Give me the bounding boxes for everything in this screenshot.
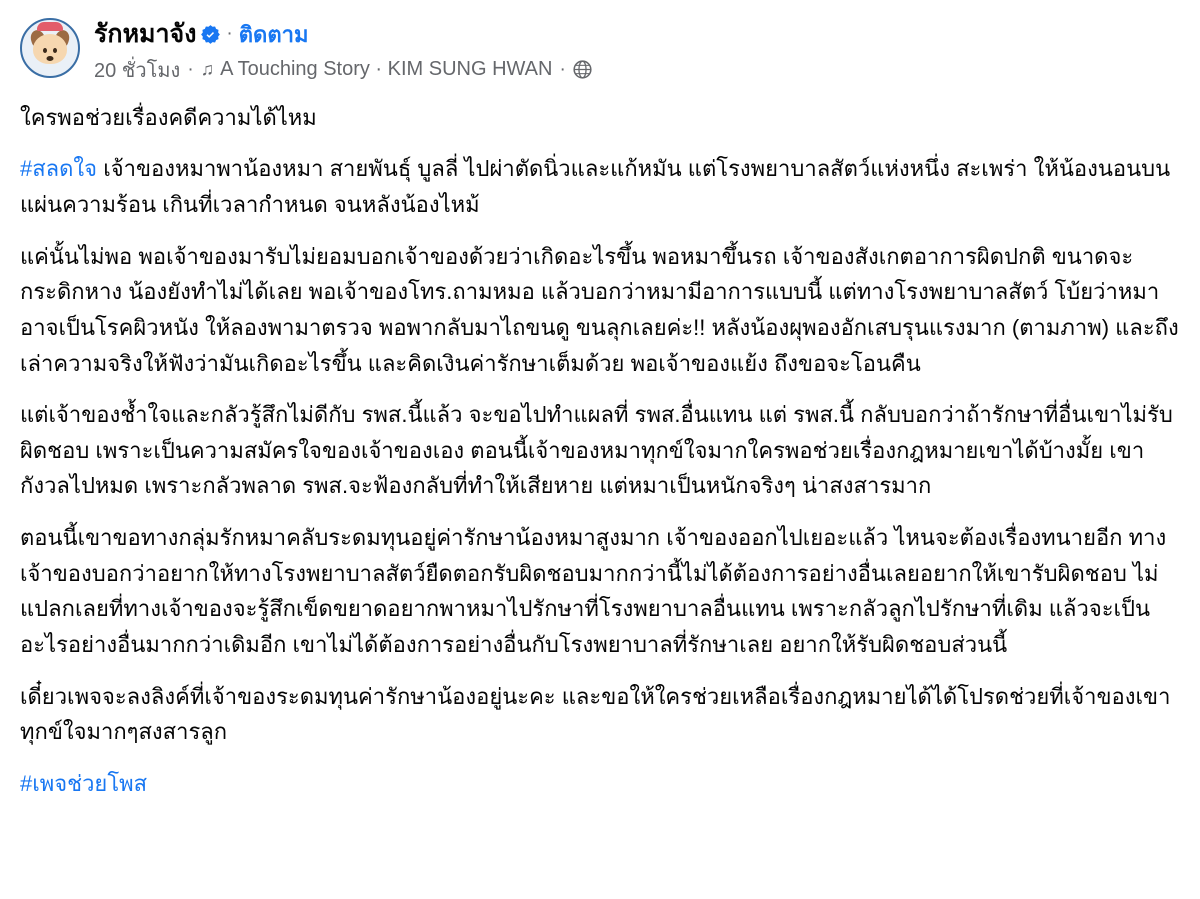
meta-separator: · (187, 58, 194, 80)
meta-separator: · (559, 58, 566, 80)
post-song-attribution[interactable]: A Touching Story · KIM SUNG HWAN (220, 58, 553, 81)
post-header-text (94, 18, 592, 86)
post-timestamp[interactable]: 20 ชั่วโมง (94, 59, 181, 82)
hashtag-pagechuaypost[interactable]: #เพจช่วยโพส (20, 770, 148, 796)
page-name[interactable]: รักหมาจัง (94, 20, 197, 48)
post-paragraph-1 (20, 151, 1180, 222)
post-content (20, 100, 1180, 802)
globe-icon[interactable] (573, 60, 592, 79)
music-note-icon: ♫ (200, 59, 215, 80)
avatar-decoration (47, 56, 54, 61)
post-meta (94, 54, 592, 86)
post-paragraph-2: แค่นั้นไม่พอ พอเจ้าของมารับไม่ยอมบอกเจ้าของด้วยว่าเกิดอะไรขึ้น พอหมาขึ้นรถ เจ้าของสังเกตอาการผิดปกติ ขนาดจะกระดิกหาง น้องยังทำไม่ได้เลย พอเจ้าของโทร.ถามหมอ แล้วบอกว่าหมามีอาการแบบนี้ แต่ทางโรงพยาบาลสัตว์ โบ้ยว่าหมาอาจเป็นโรคผิวหนัง ให้ลองพามาตรวจ พอพากลับมาไถขนดู ขนลุกเลยค่ะ!! หลังน้องผุพองอักเสบรุนแรงมาก (ตามภาพ) และถึงเล่าความจริงให้ฟังว่ามันเกิดอะไรขึ้น และคิดเงินค่ารักษาเต็มด้วย พอเจ้าของแย้ง ถึงขอจะโอนคืน (20, 243, 1179, 376)
post-header (20, 14, 1180, 92)
avatar-decoration (53, 48, 57, 53)
avatar-decoration (43, 48, 47, 53)
author-separator: · (226, 23, 233, 45)
post-paragraph-4: ตอนนี้เขาขอทางกลุ่มรักหมาคลับระดมทุนอยู่ค่ารักษาน้องหมาสูงมาก เจ้าของออกไปเยอะแล้ว ไหนจะต้องเรื่องทนายอีก ทางเจ้าของบอกว่าอยากให้ทางโรงพยาบาลสัตว์ยืดตอกรับผิดชอบมากกว่านี้ไม่ได้ต้องการอย่างอื่นเลยอยากให้เขารับผิดชอบ ไม่แปลกเลยที่ทางเจ้าของจะรู้สึกเข็ดขยาดอยากพาหมาไปรักษาที่โรงพยาบาลอื่นแทน เพราะกลัวลูกไปรักษาที่เดิม แล้วจะเป็นอะไรอย่างอื่นมากกว่าเดิมอีก เขาไม่ได้ต้องการอย่างอื่นกับโรงพยาบาลที่รักษาเลย อยากให้รับผิดชอบส่วนนี้ (20, 525, 1167, 657)
follow-link[interactable]: ติดตาม (238, 21, 309, 47)
avatar[interactable] (20, 18, 80, 78)
author-row (94, 20, 592, 49)
post-paragraph-5: เดี๋ยวเพจจะลงลิงค์ที่เจ้าของระดมทุนค่ารักษาน้องอยู่นะคะ และขอให้ใครช่วยเหลือเรื่องกฎหมายได้ได้โปรดช่วยที่เจ้าของเขาทุกข์ใจมากๆสงสารลูก (20, 683, 1171, 745)
post-paragraph-1-text: เจ้าของหมาพาน้องหมา สายพันธุ์ บูลลี่ ไปผ่าตัดนิ่วและแก้หมัน แต่โรงพยาบาลสัตว์แห่งหนึ่ง สะเพร่า ให้น้องนอนบนแผ่นความร้อน เกินที่เวลากำหนด จนหลังน้องไหม้ (20, 156, 1171, 217)
hashtag-sloduchai[interactable]: #สลดใจ (20, 156, 98, 182)
verified-badge-icon (201, 25, 220, 44)
post-paragraph-intro: ใครพอช่วยเรื่องคดีความได้ไหม (20, 104, 317, 130)
avatar-decoration (37, 22, 63, 31)
post-paragraph-3: แต่เจ้าของช้ำใจและกลัวรู้สึกไม่ดีกับ รพส.นี้แล้ว จะขอไปทำแผลที่ รพส.อื่นแทน แต่ รพส.นี้ กลับบอกว่าถ้ารักษาที่อื่นเขาไม่รับผิดชอบ เพราะเป็นความสมัครใจของเจ้าของเอง ตอนนี้เจ้าของหมาทุกข์ใจมากใครพอช่วยเรื่องกฎหมายเขาได้บ้างมั้ย เขากังวลไปหมด เพราะกลัวพลาด รพส.จะฟ้องกลับที่ทำให้เสียหาย แต่หมาเป็นหนักจริงๆ น่าสงสารมาก (20, 402, 1173, 499)
